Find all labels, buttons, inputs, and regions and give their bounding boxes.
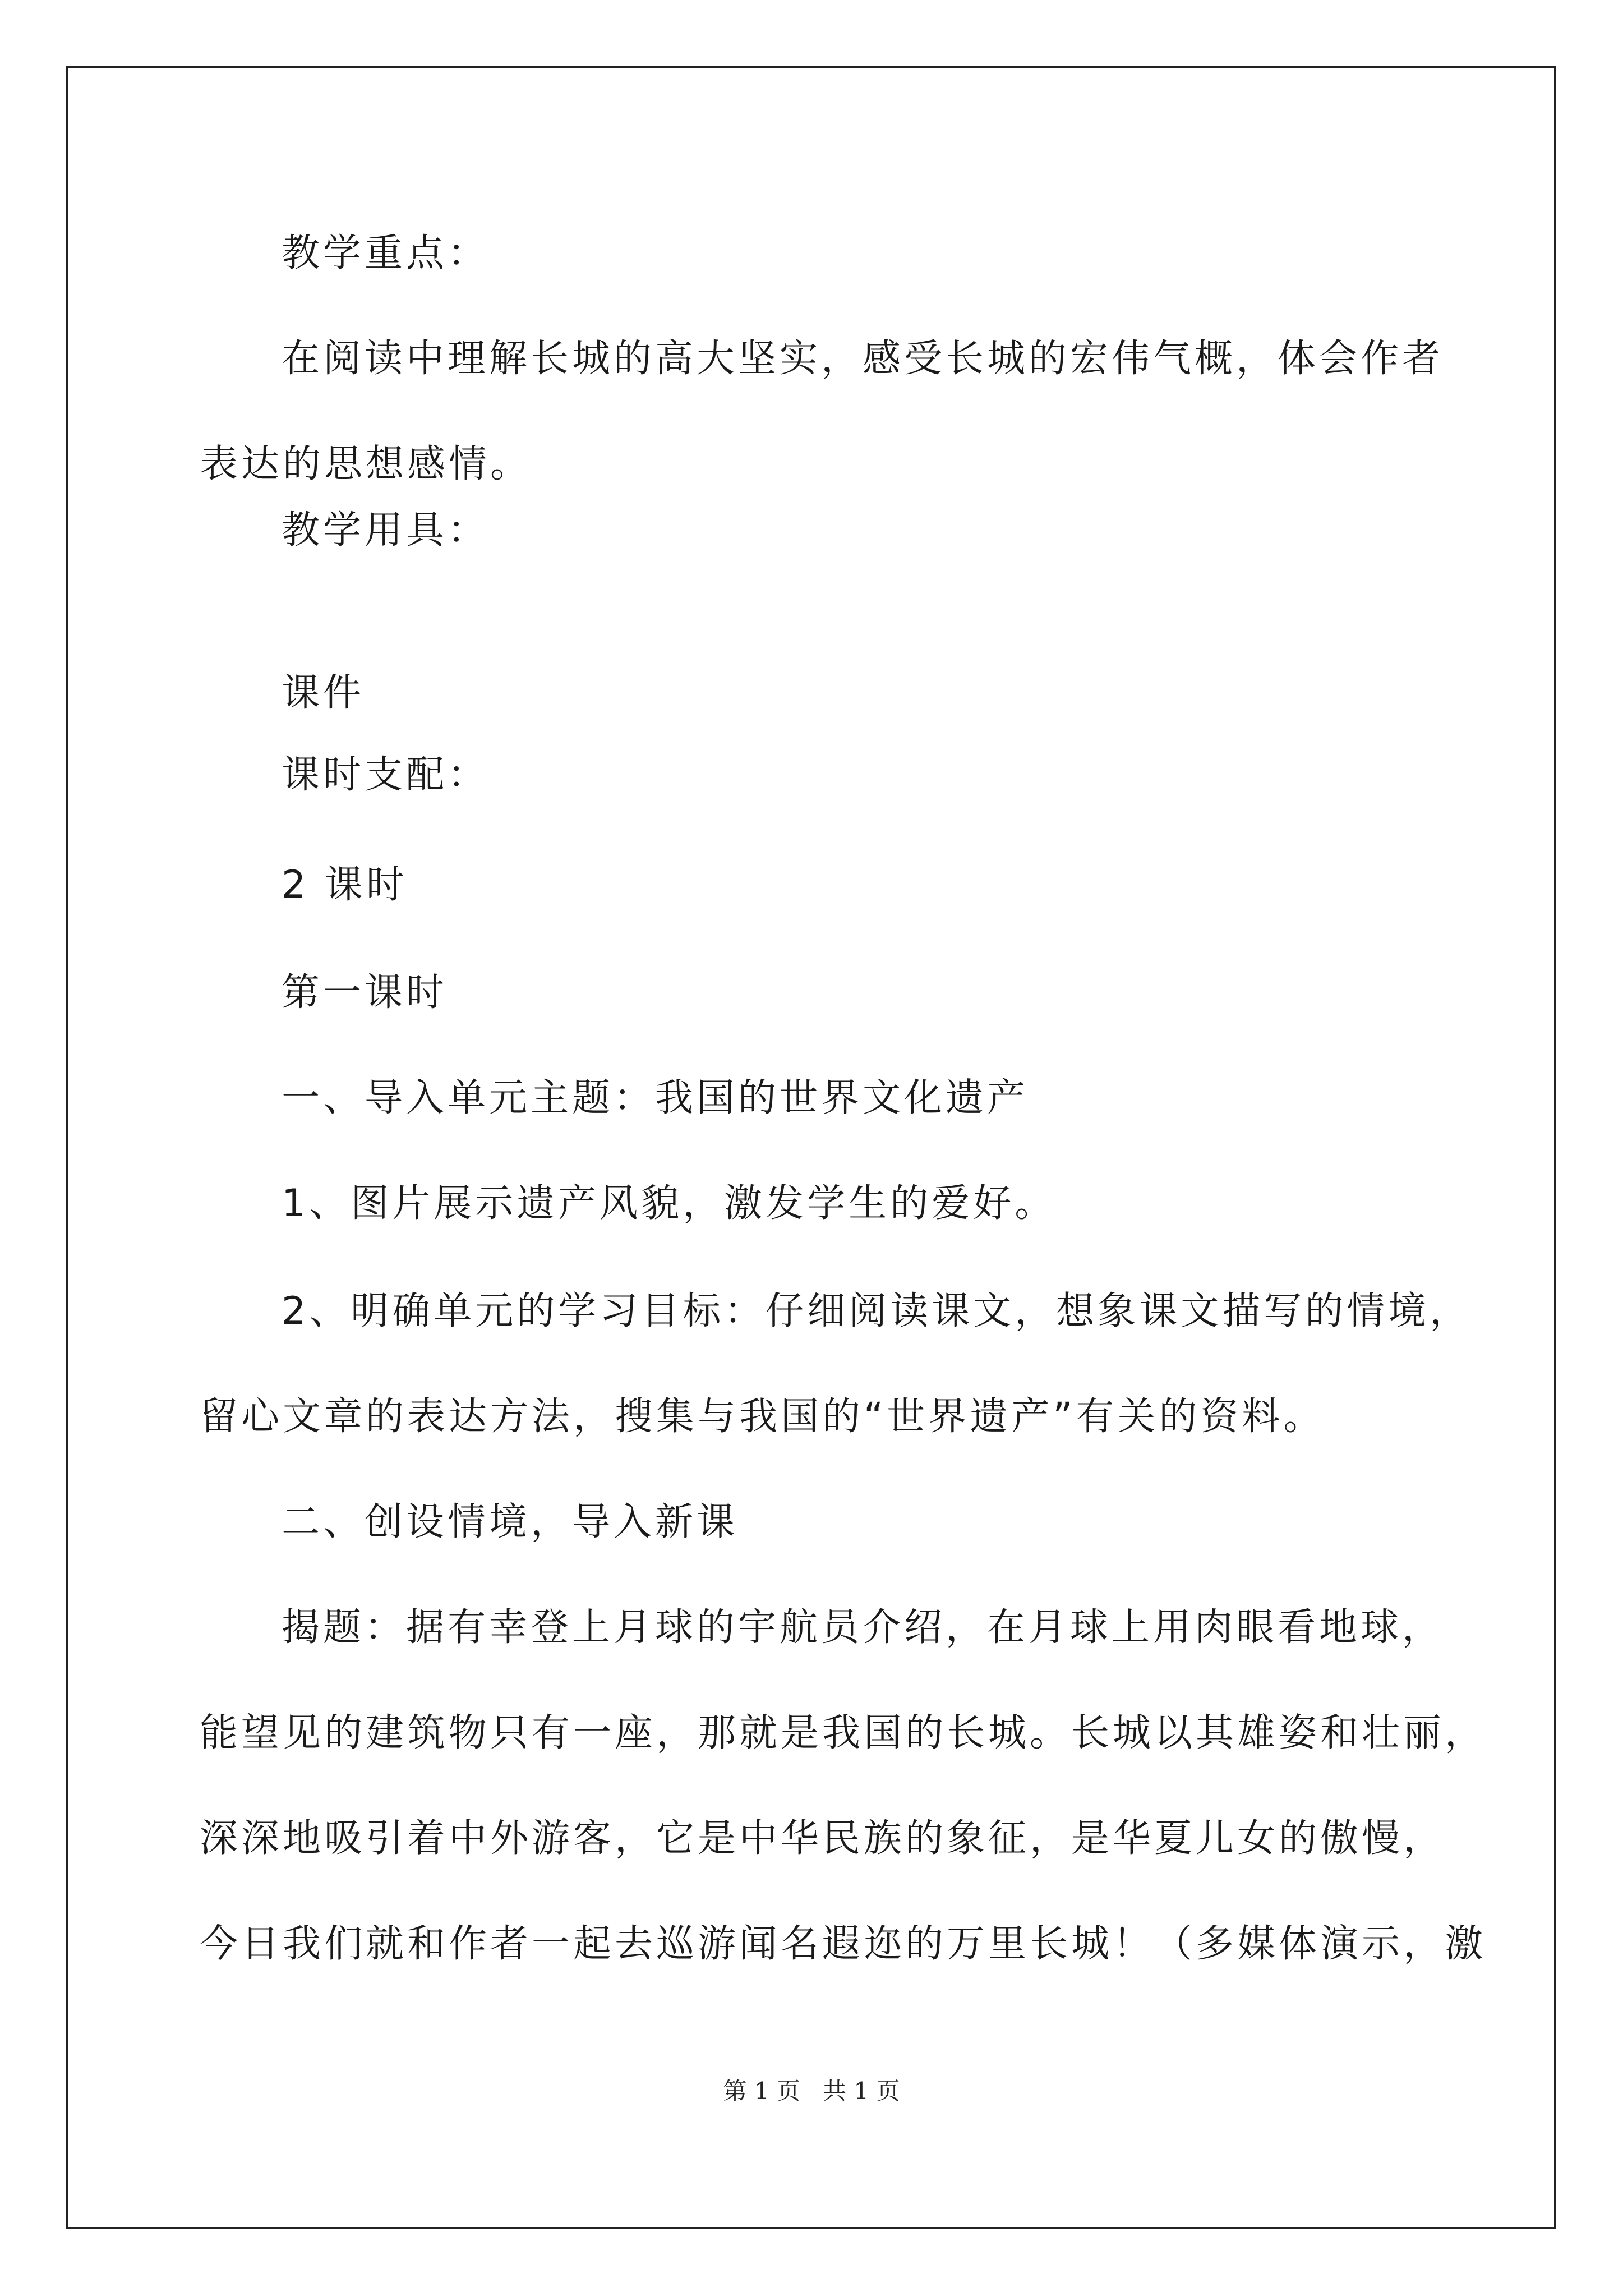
page-border xyxy=(66,66,1556,2229)
list-item: 2、明确单元的学习目标：仔细阅读课文，想象课文描写的情境， xyxy=(282,1289,1472,1333)
section-heading: 二、创设情境，导入新课 xyxy=(282,1500,739,1544)
page-footer xyxy=(0,2074,1623,2108)
page-number: 第 1 页 xyxy=(723,2077,800,2105)
section-heading: 一、导入单元主题：我国的世界文化遗产 xyxy=(282,1076,1029,1120)
paragraph-line: 能望见的建筑物只有一座，那就是我国的长城。长城以其雄姿和壮丽， xyxy=(200,1711,1487,1755)
heading-lesson-schedule: 课时支配： xyxy=(282,753,490,797)
paragraph-line: 揭题：据有幸登上月球的宇航员介绍，在月球上用肉眼看地球， xyxy=(282,1605,1444,1650)
list-item: 1、图片展示遗产风貌，激发学生的爱好。 xyxy=(282,1181,1057,1226)
paragraph-line: 留心文章的表达方法，搜集与我国的“世界遗产”有关的资料。 xyxy=(200,1395,1325,1439)
page-total: 共 1 页 xyxy=(823,2077,900,2105)
paragraph-line: 2 课时 xyxy=(282,863,408,907)
paragraph-line: 课件 xyxy=(282,671,365,715)
paragraph-line: 深深地吸引着中外游客，它是中华民族的象征，是华夏儿女的傲慢， xyxy=(200,1816,1445,1861)
paragraph-line: 今日我们就和作者一起去巡游闻名遐迩的万里长城！（多媒体演示，激 xyxy=(200,1922,1487,1966)
heading-first-lesson: 第一课时 xyxy=(282,970,448,1015)
paragraph-line: 表达的思想感情。 xyxy=(200,442,532,486)
heading-teaching-focus: 教学重点： xyxy=(282,231,490,275)
heading-teaching-tools: 教学用具： xyxy=(282,508,490,553)
paragraph-line: 在阅读中理解长城的高大坚实，感受长城的宏伟气概，体会作者 xyxy=(282,337,1444,381)
